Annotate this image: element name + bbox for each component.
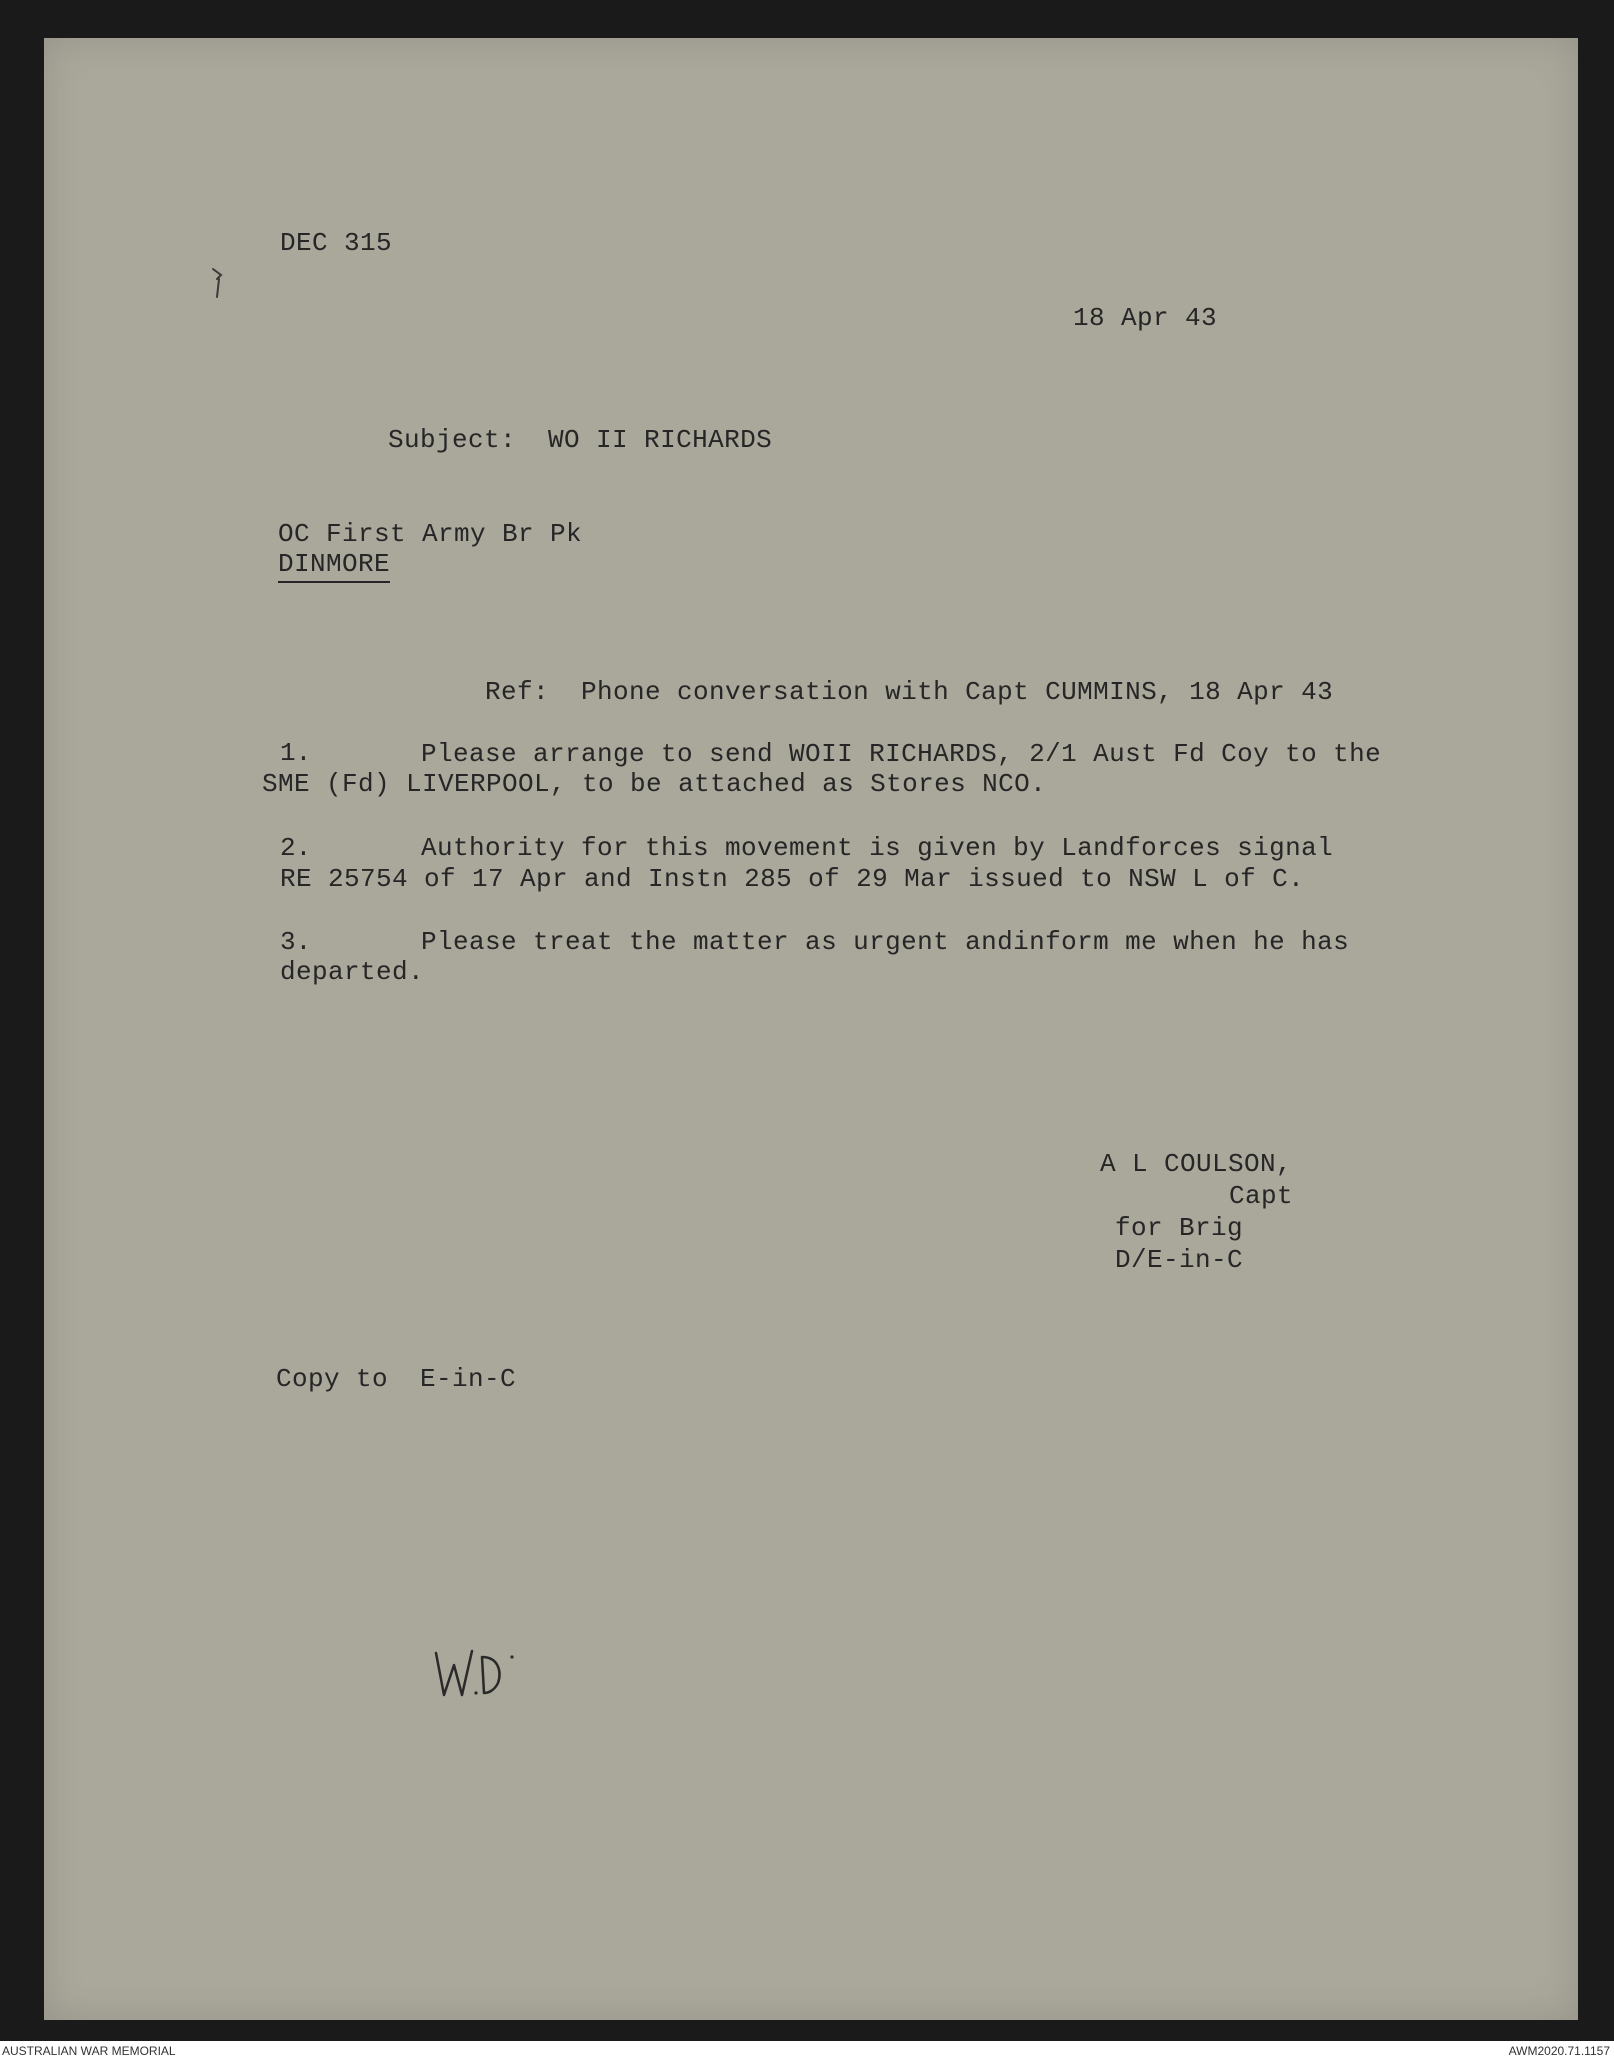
addressee-line-1: OC First Army Br Pk (278, 519, 583, 549)
footer-institution: AUSTRALIAN WAR MEMORIAL (2, 2044, 176, 2058)
signature-for-line: for Brig (1115, 1213, 1244, 1243)
ref-value: Phone conversation with Capt CUMMINS, 18 Apr 43 (581, 677, 1334, 707)
letter-date: 18 Apr 43 (1073, 303, 1218, 333)
subject-label: Subject: (388, 425, 517, 455)
ref-label: Ref: (485, 677, 550, 707)
paragraph-3-line-1: Please treat the matter as urgent andinform me when he has (421, 927, 1350, 957)
paragraph-2-line-2: RE 25754 of 17 Apr and Instn 285 of 29 Mar issued to NSW L of C. (280, 864, 1305, 894)
paragraph-2-line-1: Authority for this movement is given by Landforces signal (421, 833, 1334, 863)
handwritten-initials (432, 1643, 522, 1703)
paragraph-2-number: 2. (280, 833, 312, 863)
copy-to-line (276, 1364, 516, 1394)
document-page (44, 38, 1578, 2020)
signature-title: D/E-in-C (1115, 1245, 1244, 1275)
copy-to-value: E-in-C (420, 1364, 517, 1394)
addressee-location: DINMORE (278, 549, 390, 583)
paragraph-3-line-2: departed. (280, 957, 425, 987)
reference-line (485, 677, 1333, 707)
pencil-mark (209, 265, 229, 301)
paragraph-1-line-1: Please arrange to send WOII RICHARDS, 2/1 Aust Fd Coy to the (421, 739, 1382, 769)
footer-accession-number: AWM2020.71.1157 (1508, 2044, 1610, 2058)
signature-name: A L COULSON, (1100, 1149, 1293, 1179)
paragraph-1-number: 1. (280, 738, 312, 768)
subject-line (388, 425, 772, 455)
addressee-line-2 (278, 549, 390, 579)
file-reference: DEC 315 (280, 228, 393, 258)
copy-to-label: Copy to (276, 1364, 389, 1394)
signature-rank: Capt (1229, 1181, 1294, 1211)
subject-value: WO II RICHARDS (548, 425, 773, 455)
paragraph-1-line-2: SME (Fd) LIVERPOOL, to be attached as Stores NCO. (262, 769, 1047, 799)
archive-footer (0, 2041, 1614, 2061)
paragraph-3-number: 3. (280, 927, 312, 957)
